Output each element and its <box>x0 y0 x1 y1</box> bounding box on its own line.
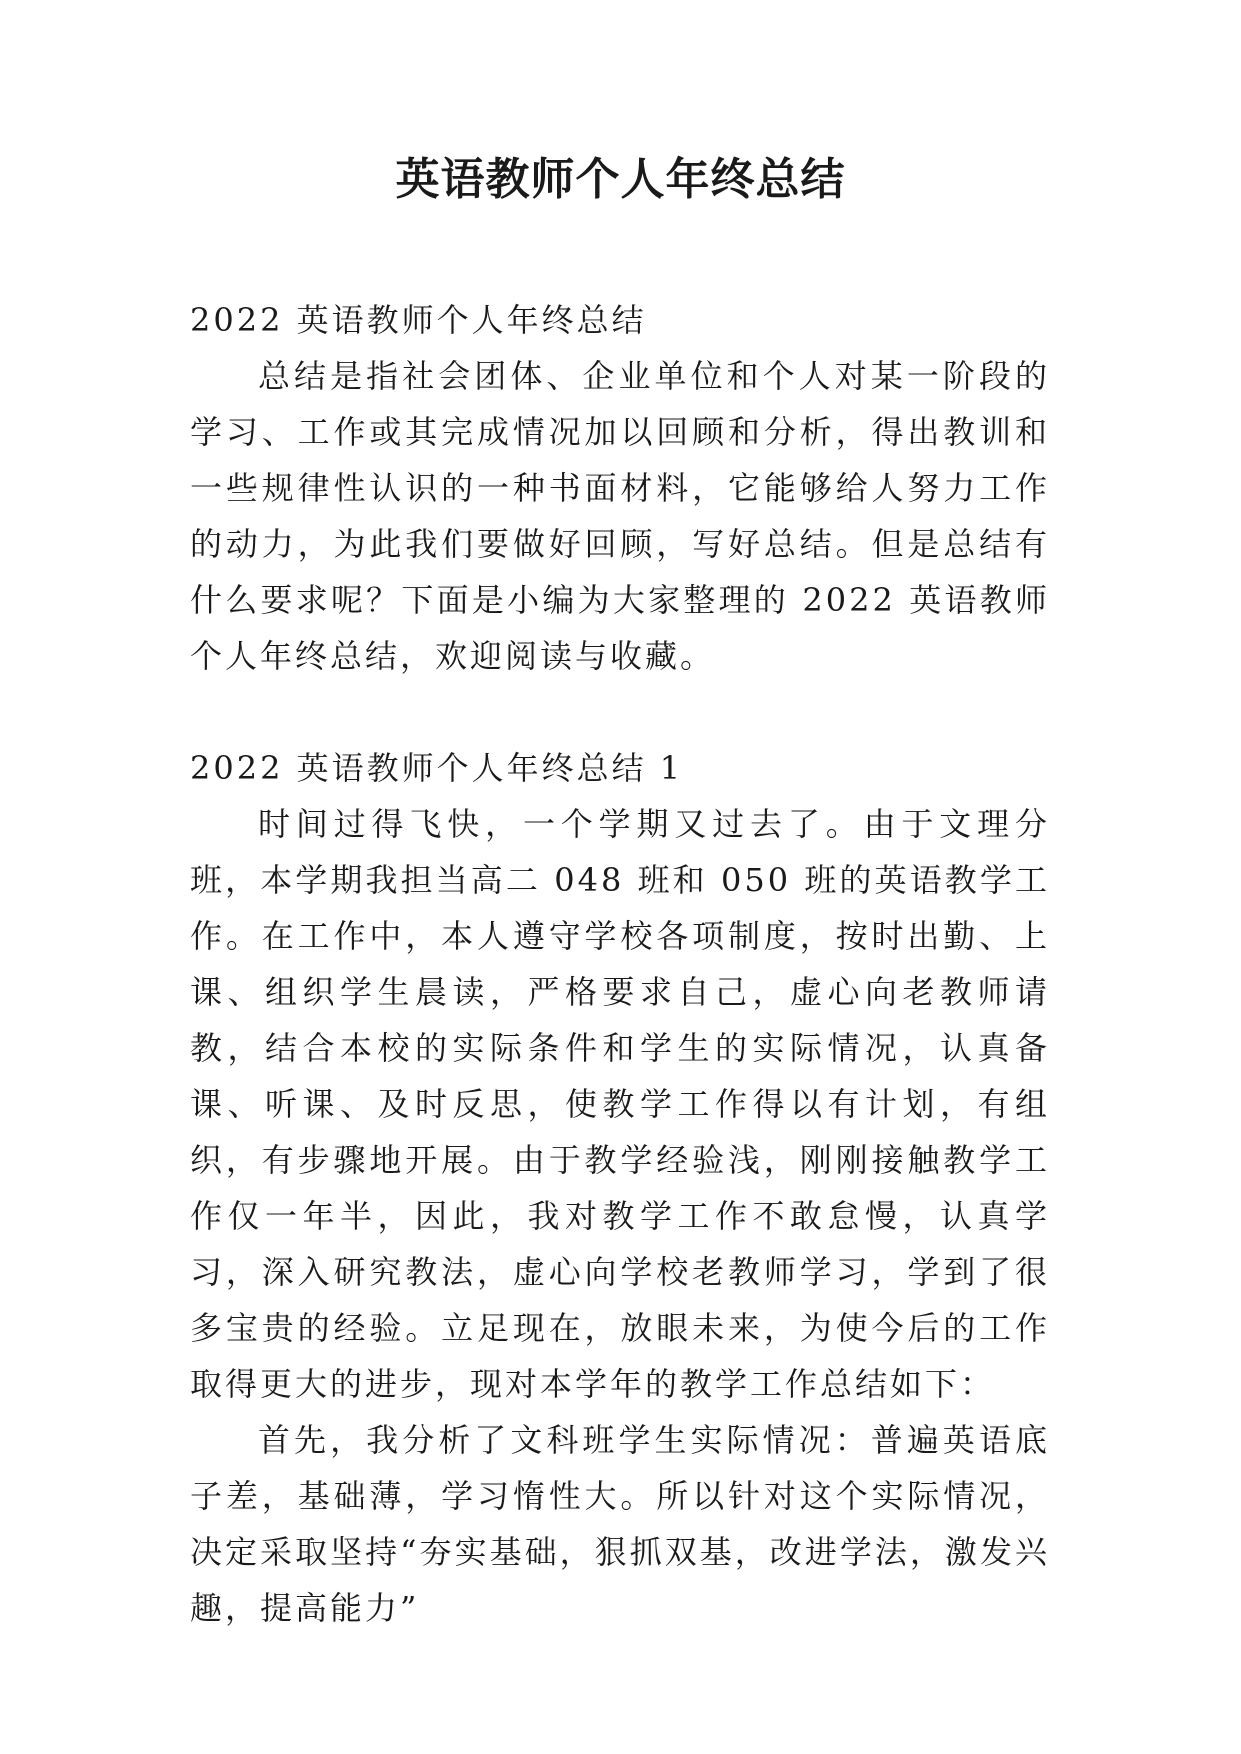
section-heading: 2022 英语教师个人年终总结 <box>190 301 647 339</box>
body-paragraph: 首先，我分析了文科班学生实际情况：普遍英语底子差，基础薄，学习惰性大。所以针对这个实际情况，决定采取坚持“夯实基础，狠抓双基，改进学法，激发兴趣，提高能力” <box>190 1421 1050 1627</box>
document-title: 英语教师个人年终总结 <box>395 154 846 205</box>
document-body <box>190 292 1050 1636</box>
body-paragraph: 总结是指社会团体、企业单位和个人对某一阶段的学习、工作或其完成情况加以回顾和分析，得出教训和一些规律性认识的一种书面材料，它能够给人努力工作的动力，为此我们要做好回顾，写好总结。但是总结有什么要求呢？下面是小编为大家整理的 2022 英语教师个人年终总结，欢迎阅读与收藏。 <box>190 357 1050 675</box>
body-paragraph: 时间过得飞快，一个学期又过去了。由于文理分班，本学期我担当高二 048 班和 050 班的英语教学工作。在工作中，本人遵守学校各项制度，按时出勤、上课、组织学生晨读，严格要求自己，虚心向老教师请教，结合本校的实际条件和学生的实际情况，认真备课、听课、及时反思，使教学工作得以有计划，有组织，有步骤地开展。由于教学经验浅，刚刚接触教学工作仅一年半，因此，我对教学工作不敢怠慢，认真学习，深入研究教法，虚心向学校老教师学习，学到了很多宝贵的经验。立足现在，放眼未来，为使今后的工作取得更大的进步，现对本学年的教学工作总结如下： <box>190 805 1050 1403</box>
section-spacer <box>190 684 1050 740</box>
section-heading: 2022 英语教师个人年终总结 1 <box>190 749 684 787</box>
